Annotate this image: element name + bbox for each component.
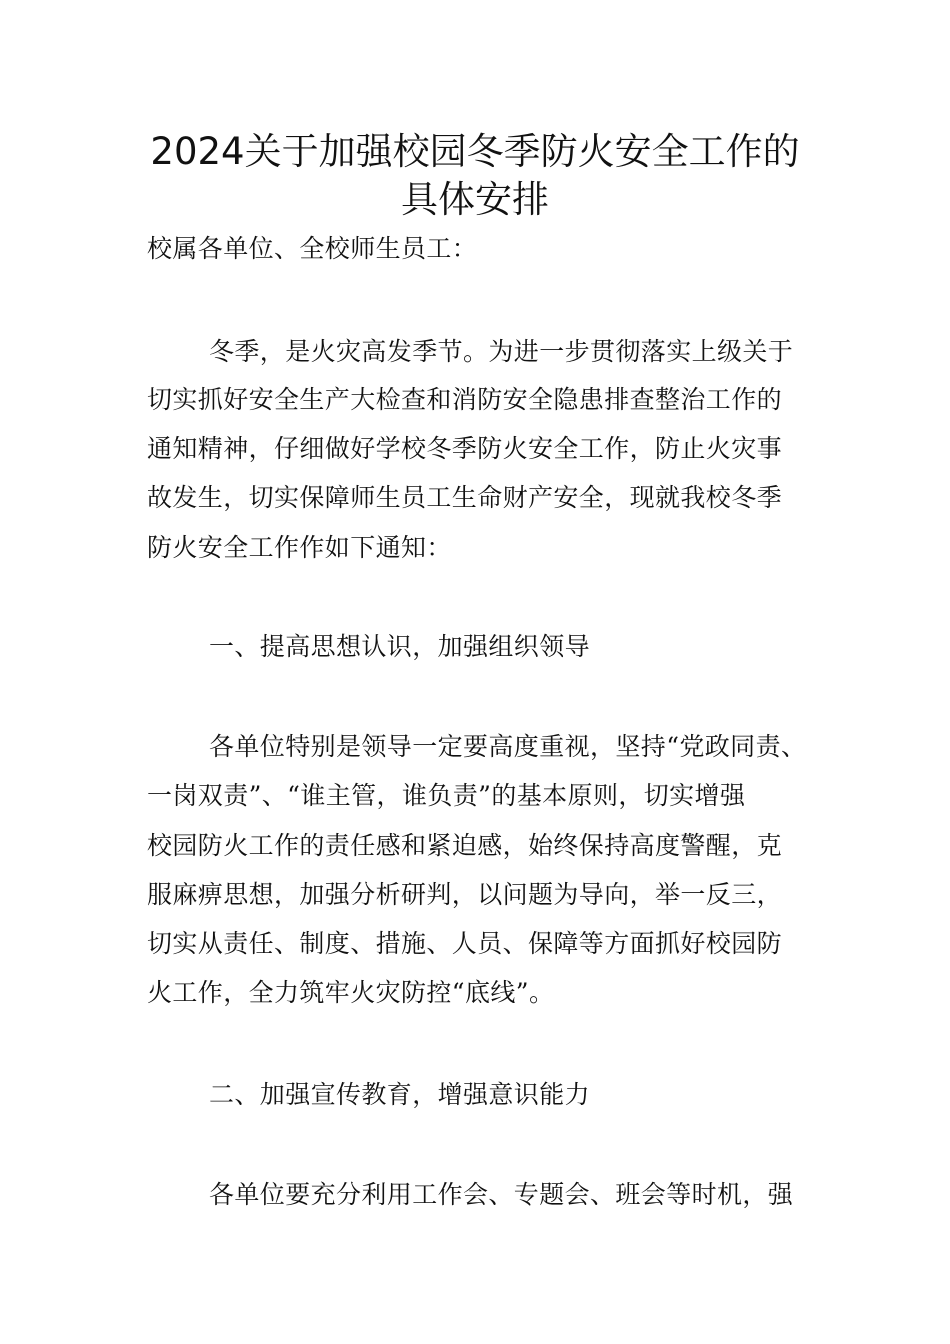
paragraph-1-line-3: 通知精神，仔细做好学校冬季防火安全工作，防止火灾事 bbox=[147, 434, 783, 463]
paragraph-1-line-5: 防火安全工作作如下通知： bbox=[147, 533, 452, 562]
paragraph-1-line-1: 冬季，是火灾高发季节。为进一步贯彻落实上级关于 bbox=[209, 337, 794, 366]
paragraph-1-line-4: 故发生，切实保障师生员工生命财产安全，现就我校冬季 bbox=[147, 483, 783, 512]
section-heading-1: 一、提高思想认识，加强组织领导 bbox=[209, 632, 591, 661]
document-title-line-2: 具体安排 bbox=[401, 178, 549, 221]
paragraph-2-line-2: 一岗双责”、“谁主管，谁负责”的基本原则，切实增强 bbox=[147, 781, 746, 810]
document-title-line-1: 2024关于加强校园冬季防火安全工作的 bbox=[150, 130, 800, 173]
paragraph-1-line-2: 切实抓好安全生产大检查和消防安全隐患排查整治工作的 bbox=[147, 385, 783, 414]
paragraph-3-line-1: 各单位要充分利用工作会、专题会、班会等时机，强 bbox=[209, 1180, 794, 1209]
paragraph-2-line-6: 火工作，全力筑牢火灾防控“底线”。 bbox=[147, 978, 555, 1007]
paragraph-2-line-3: 校园防火工作的责任感和紧迫感，始终保持高度警醒，克 bbox=[147, 831, 783, 860]
paragraph-2-line-4: 服麻痹思想，加强分析研判，以问题为导向，举一反三， bbox=[147, 880, 783, 909]
salutation: 校属各单位、全校师生员工： bbox=[147, 234, 478, 263]
section-heading-2: 二、加强宣传教育，增强意识能力 bbox=[209, 1080, 591, 1109]
paragraph-2-line-5: 切实从责任、制度、措施、人员、保障等方面抓好校园防 bbox=[147, 929, 783, 958]
paragraph-2-line-1: 各单位特别是领导一定要高度重视，坚持“党政同责、 bbox=[209, 732, 807, 761]
